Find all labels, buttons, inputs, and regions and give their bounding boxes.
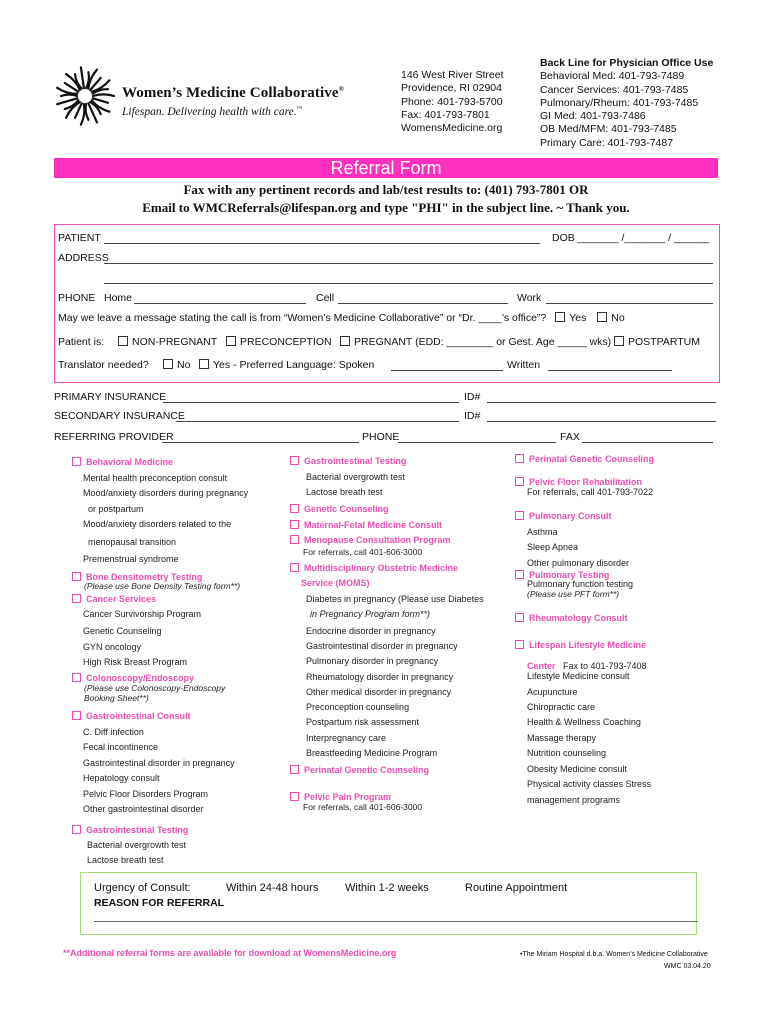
service-item: Acupuncture xyxy=(527,687,578,697)
pulmonary-consult-option[interactable]: Pulmonary Consult xyxy=(515,511,612,521)
service-item: Lifestyle Medicine consult xyxy=(527,671,630,681)
address-line: WomensMedicine.org xyxy=(401,122,503,135)
checkbox[interactable] xyxy=(515,640,524,649)
backline-item: Primary Care: 401-793-7487 xyxy=(540,136,674,149)
service-item: or postpartum xyxy=(88,504,144,514)
instructions xyxy=(54,181,718,217)
behavioral-medicine-option[interactable]: Behavioral Medicine xyxy=(72,457,173,467)
service-item: Health & Wellness Coaching xyxy=(527,717,641,727)
provider-fax-label: FAX xyxy=(560,431,580,443)
checkbox[interactable] xyxy=(118,336,128,346)
pelvic-floor-option[interactable]: Pelvic Floor Rehabilitation xyxy=(515,477,642,487)
service-item: Bacterial overgrowth test xyxy=(87,840,187,850)
backline-block xyxy=(540,57,713,150)
starburst-ray xyxy=(81,67,84,88)
checkbox[interactable] xyxy=(515,454,524,463)
service-item: Genetic Counseling xyxy=(83,626,162,636)
phone-label: PHONE xyxy=(58,292,96,304)
reason-field[interactable] xyxy=(94,921,698,922)
service-item: Premenstrual syndrome xyxy=(83,554,179,564)
logo xyxy=(52,64,122,128)
service-item: Pelvic Floor Disorders Program xyxy=(83,789,209,799)
checkbox[interactable] xyxy=(515,613,524,622)
message-text: May we leave a message stating the call is from “Women’s Medicine Collaborative” or “Dr. ____’s office”? xyxy=(58,312,547,324)
spoken-language-field[interactable] xyxy=(391,370,503,371)
address-line: Phone: 401-793-5700 xyxy=(401,95,503,108)
address-line: Providence, RI 02904 xyxy=(401,82,502,95)
primary-insurance-label: PRIMARY INSURANCE xyxy=(54,391,167,403)
checkbox[interactable] xyxy=(72,673,81,682)
checkbox[interactable] xyxy=(597,312,607,322)
checkbox[interactable] xyxy=(72,572,81,581)
service-item: Gastrointestinal disorder in pregnancy xyxy=(83,758,235,768)
service-item: High Risk Breast Program xyxy=(83,657,188,667)
service-note: Booking Sheet**) xyxy=(84,693,149,703)
backline-item: Pulmonary/Rheum: 401-793-7485 xyxy=(540,96,699,109)
message-no[interactable]: No xyxy=(597,312,624,324)
secondary-id-field[interactable] xyxy=(487,421,716,422)
org-name: Women’s Medicine Collaborative® xyxy=(122,85,344,101)
service-item: Mental health preconception consult xyxy=(83,473,228,483)
checkbox[interactable] xyxy=(515,570,524,579)
reason-label: REASON FOR REFERRAL xyxy=(94,897,225,909)
moms-option[interactable]: Multidisciplinary Obstetric Medicine xyxy=(290,563,458,573)
checkbox[interactable] xyxy=(614,336,624,346)
cell-phone-field[interactable] xyxy=(338,303,508,304)
service-item: Cancer Survivorship Program xyxy=(83,609,202,619)
urgency-routine[interactable]: Routine Appointment xyxy=(465,882,568,894)
address-block xyxy=(401,69,504,135)
service-item: in Pregnancy Program form**) xyxy=(310,609,431,619)
lifestyle-medicine-option[interactable]: Lifespan Lifestyle Medicine xyxy=(515,640,646,650)
cancer-services-option[interactable]: Cancer Services xyxy=(72,594,156,604)
perinatal-genetic-option-2[interactable]: Perinatal Genetic Counseling xyxy=(515,454,654,464)
menopause-program-option[interactable]: Menopause Consultation Program xyxy=(290,535,451,545)
message-question xyxy=(58,312,625,324)
checkbox[interactable] xyxy=(226,336,236,346)
service-item: Interpregnancy care xyxy=(306,733,387,743)
service-note: (Please use PFT form**) xyxy=(527,589,620,599)
tagline: Lifespan. Delivering health with care.™ xyxy=(122,106,303,118)
provider-phone-field[interactable] xyxy=(398,442,556,443)
cell-label: Cell xyxy=(316,292,335,304)
patient-label: PATIENT xyxy=(58,232,101,244)
service-item: Endocrine disorder in pregnancy xyxy=(306,626,436,636)
checkbox[interactable] xyxy=(290,765,299,774)
checkbox[interactable] xyxy=(72,825,81,834)
checkbox[interactable] xyxy=(290,520,299,529)
lifestyle-center-label: Center xyxy=(527,661,556,671)
checkbox[interactable] xyxy=(290,792,299,801)
service-item: Massage therapy xyxy=(527,733,597,743)
service-note: Pulmonary function testing xyxy=(527,579,634,589)
service-item: GYN oncology xyxy=(83,642,142,652)
bone-densitometry-option[interactable]: Bone Densitometry Testing xyxy=(72,572,202,582)
service-item: Mood/anxiety disorders during pregnancy xyxy=(83,488,249,498)
translator-label: Translator needed? xyxy=(58,359,149,371)
translator-no[interactable]: No xyxy=(163,359,190,371)
work-phone-field[interactable] xyxy=(546,303,713,304)
service-item: Obesity Medicine consult xyxy=(527,764,628,774)
patient-is-label: Patient is: xyxy=(58,336,105,348)
service-item: menopausal transition xyxy=(88,537,177,547)
service-item: Preconception counseling xyxy=(306,702,410,712)
gi-consult-option[interactable]: Gastrointestinal Consult xyxy=(72,711,191,721)
checkbox[interactable] xyxy=(515,511,524,520)
checkbox[interactable] xyxy=(290,456,299,465)
backline-item: Behavioral Med: 401-793-7489 xyxy=(540,70,685,83)
service-item: Fecal incontinence xyxy=(83,742,159,752)
address-field-1[interactable] xyxy=(104,263,713,264)
urgency-1-2-weeks[interactable]: Within 1-2 weeks xyxy=(345,882,429,894)
form-title-bar: Referral Form xyxy=(54,158,718,178)
service-item: management programs xyxy=(527,795,621,805)
backline-item: GI Med: 401-793-7486 xyxy=(540,110,646,123)
service-item: C. Diff infection xyxy=(83,727,144,737)
pelvic-pain-option[interactable]: Pelvic Pain Program xyxy=(290,792,391,802)
backline-item: Cancer Services: 401-793-7485 xyxy=(540,83,689,96)
service-item: Hepatology consult xyxy=(83,773,160,783)
backline-title: Back Line for Physician Office Use xyxy=(540,57,714,69)
postpartum-option[interactable]: POSTPARTUM xyxy=(614,336,700,348)
checkbox[interactable] xyxy=(290,535,299,544)
checkbox[interactable] xyxy=(163,359,173,369)
provider-phone-label: PHONE xyxy=(362,431,400,443)
patient-name-field[interactable] xyxy=(104,243,540,244)
translator-yes[interactable]: Yes - Preferred Language: Spoken xyxy=(199,359,374,371)
written-label: Written xyxy=(507,359,541,371)
checkbox[interactable] xyxy=(515,477,524,486)
urgency-24-48-hours[interactable]: Within 24-48 hours xyxy=(226,882,319,894)
service-item: Nutrition counseling xyxy=(527,748,607,758)
primary-id-field[interactable] xyxy=(487,402,716,403)
service-item: Asthma xyxy=(527,527,558,537)
backline-item: OB Med/MFM: 401-793-7485 xyxy=(540,123,677,136)
service-note: For referrals, call 401-793-7022 xyxy=(527,487,654,497)
checkbox[interactable] xyxy=(72,711,81,720)
service-note: (Please use Bone Density Testing form**) xyxy=(84,581,241,591)
urgency-label: Urgency of Consult: xyxy=(94,882,191,894)
service-item: Sleep Apnea xyxy=(527,542,579,552)
non-pregnant-option[interactable]: NON-PREGNANT xyxy=(118,336,217,348)
secondary-id-label: ID# xyxy=(464,410,481,422)
referring-provider-field[interactable] xyxy=(162,442,359,443)
primary-insurance-field[interactable] xyxy=(163,402,459,403)
address-field-2[interactable] xyxy=(104,283,713,284)
work-label: Work xyxy=(517,292,542,304)
referring-provider-label: REFERRING PROVIDER xyxy=(54,431,174,443)
service-item: Mood/anxiety disorders related to the xyxy=(83,519,232,529)
address-line: Fax: 401-793-7801 xyxy=(401,108,490,121)
instruction-fax: Fax with any pertinent records and lab/test results to: (401) 793-7801 OR xyxy=(183,182,589,197)
address-line: 146 West River Street xyxy=(401,69,504,81)
checkbox[interactable] xyxy=(72,594,81,603)
service-note: For referrals, call 401-606-3000 xyxy=(303,802,423,812)
dob-field[interactable]: DOB _______ /_______ / ______ xyxy=(552,232,710,244)
home-label: Home xyxy=(104,292,133,304)
service-item: Gastrointestinal disorder in pregnancy xyxy=(306,641,458,651)
primary-id-label: ID# xyxy=(464,391,481,403)
checkbox[interactable] xyxy=(199,359,209,369)
service-note: (Please use Colonoscopy-Endoscopy xyxy=(84,683,226,693)
starburst-ray xyxy=(81,104,84,125)
checkbox[interactable] xyxy=(555,312,565,322)
service-item: Other pulmonary disorder xyxy=(527,558,630,568)
checkbox[interactable] xyxy=(340,336,350,346)
service-item: Diabetes in pregnancy (Please use Diabetes xyxy=(306,594,484,604)
written-language-field[interactable] xyxy=(548,370,672,371)
checkbox[interactable] xyxy=(290,504,299,513)
preconception-option[interactable]: PRECONCEPTION xyxy=(226,336,332,348)
lifestyle-fax: Fax to 401-793-7408 xyxy=(562,661,647,671)
instruction-email: Email to WMCReferrals@lifespan.org and type "PHI" in the subject line. ~ Thank you. xyxy=(142,200,630,215)
provider-fax-field[interactable] xyxy=(582,442,713,443)
secondary-insurance-label: SECONDARY INSURANCE xyxy=(54,410,185,422)
genetic-counseling-option[interactable]: Genetic Counseling xyxy=(290,504,389,514)
starburst-ray xyxy=(86,104,89,120)
starburst-icon xyxy=(52,64,122,128)
gi-testing-option[interactable]: Gastrointestinal Testing xyxy=(72,825,188,835)
moms-label-2: Service (MOMS) xyxy=(301,578,370,588)
checkbox[interactable] xyxy=(72,457,81,466)
starburst-ray xyxy=(93,98,108,103)
service-item: Postpartum risk assessment xyxy=(306,717,420,727)
secondary-insurance-field[interactable] xyxy=(176,421,459,422)
gi-testing-option-2[interactable]: Gastrointestinal Testing xyxy=(290,456,406,466)
mfm-consult-option[interactable]: Maternal-Fetal Medicine Consult xyxy=(290,520,442,530)
dba-note: •The Miriam Hospital d.b.a. Women’s Medicine Collaborative xyxy=(520,951,708,958)
service-item: Chiropractic care xyxy=(527,702,596,712)
rheumatology-option[interactable]: Rheumatology Consult xyxy=(515,613,628,623)
service-item: Breastfeeding Medicine Program xyxy=(306,748,438,758)
message-yes[interactable]: Yes xyxy=(555,312,586,324)
form-code: WMC 03.04.20 xyxy=(664,963,711,970)
service-item: Lactose breath test xyxy=(306,487,383,497)
pregnant-option[interactable]: PREGNANT (EDD: ________ or Gest. Age _____ wks) xyxy=(340,336,611,348)
perinatal-genetic-option[interactable]: Perinatal Genetic Counseling xyxy=(290,765,429,775)
service-item: Other medical disorder in pregnancy xyxy=(306,687,452,697)
service-item: Lactose breath test xyxy=(87,855,164,865)
additional-forms-note: **Additional referral forms are available for download at WomensMedicine.org xyxy=(63,948,397,958)
service-item: Bacterial overgrowth test xyxy=(306,472,406,482)
service-item: Rheumatology disorder in pregnancy xyxy=(306,672,454,682)
service-note: For referrals, call 401-606-3000 xyxy=(303,547,423,557)
service-item: Physical activity classes Stress xyxy=(527,779,652,789)
colonoscopy-option[interactable]: Colonoscopy/Endoscopy xyxy=(72,673,194,683)
service-item: Pulmonary disorder in pregnancy xyxy=(306,656,439,666)
service-item: Other gastrointestinal disorder xyxy=(83,804,204,814)
checkbox[interactable] xyxy=(290,563,299,572)
pulmonary-testing-option[interactable]: Pulmonary Testing xyxy=(515,570,609,580)
address-label: ADDRESS xyxy=(58,252,109,264)
starburst-ray xyxy=(93,94,114,96)
home-phone-field[interactable] xyxy=(134,303,306,304)
